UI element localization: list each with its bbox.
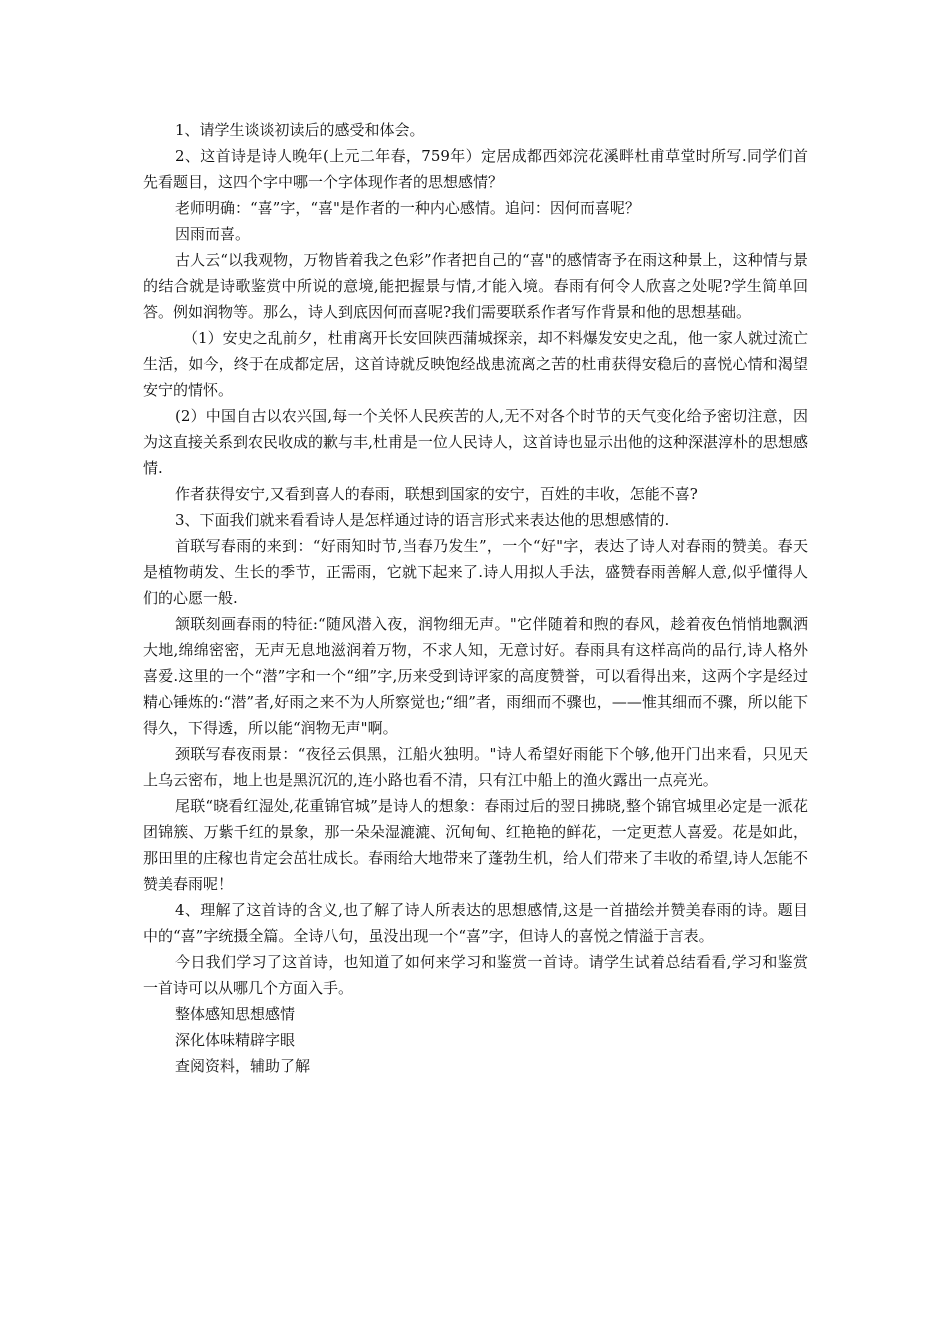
- paragraph-1: 1、请学生谈谈初读后的感受和体会。: [175, 121, 425, 139]
- paragraph-8: 作者获得安宁,又看到喜人的春雨，联想到国家的安宁，百姓的丰收，怎能不喜?: [175, 485, 698, 503]
- paragraph-12: 颈联写春夜雨景：“夜径云俱黑，江船火独明。"诗人希望好雨能下个够,他开门出来看，只见天上乌云密布，地上也是黑沉沉的,连小路也看不清，只有江中船上的渔火露出一点亮光。: [143, 745, 808, 789]
- summary-item-2: 深化体味精辟字眼: [175, 1031, 296, 1049]
- paragraph-5: 古人云“以我观物，万物皆着我之色彩”作者把自己的“喜"的感情寄予在雨这种景上，这种情与景的结合就是诗歌鉴赏中所说的意境,能把握景与情,才能入境。春雨有何令人欣喜之处呢?学生简单回答。例如润物等。那么，诗人到底因何而喜呢?我们需要联系作者写作背景和他的思想基础。: [143, 251, 808, 321]
- summary-item-3: 查阅资料，辅助了解: [175, 1057, 311, 1075]
- paragraph-7: (2）中国自古以农兴国,每一个关怀人民疾苦的人,无不对各个时节的天气变化给予密切注意，因为这直接关系到农民收成的歉与丰,杜甫是一位人民诗人，这首诗也显示出他的这种深湛淳朴的思想感情.: [143, 407, 808, 477]
- paragraph-10: 首联写春雨的来到：“好雨知时节,当春乃发生”，一个“好"字，表达了诗人对春雨的赞美。春天是植物萌发、生长的季节，正需雨，它就下起来了.诗人用拟人手法，盛赞春雨善解人意,似乎懂得人们的心愿一般.: [143, 537, 808, 607]
- paragraph-15: 今日我们学习了这首诗，也知道了如何来学习和鉴赏一首诗。请学生试着总结看看,学习和鉴赏一首诗可以从哪几个方面入手。: [143, 953, 808, 997]
- summary-item-1: 整体感知思想感情: [175, 1005, 296, 1023]
- paragraph-2: 2、这首诗是诗人晚年(上元二年春，759年）定居成都西郊浣花溪畔杜甫草堂时所写.同学们首先看题目，这四个字中哪一个字体现作者的思想感情？: [143, 147, 808, 191]
- paragraph-14: 4、理解了这首诗的含义,也了解了诗人所表达的思想感情,这是一首描绘并赞美春雨的诗。题目中的“喜”字统摄全篇。全诗八句，虽没出现一个“喜”字，但诗人的喜悦之情溢于言表。: [143, 901, 808, 945]
- paragraph-11: 颔联刻画春雨的特征:“随风潜入夜，润物细无声。"它伴随着和煦的春风，趁着夜色悄悄地飘洒大地,绵绵密密，无声无息地滋润着万物，不求人知，无意讨好。春雨具有这样高尚的品行,诗人格外喜爱.这里的一个“潜”字和一个“细”字,历来受到诗评家的高度赞誉，可以看得出来，这两个字是经过精心锤炼的:“潜”者,好雨之来不为人所察觉也;“细”者，雨细而不骤也，——惟其细而不骤，所以能下得久，下得透，所以能“润物无声"啊。: [143, 615, 808, 737]
- paragraph-6: （1）安史之乱前夕，杜甫离开长安回陕西蒲城探亲，却不料爆发安史之乱，他一家人就过流亡生活，如今，终于在成都定居，这首诗就反映饱经战患流离之苦的杜甫获得安稳后的喜悦心情和渴望安宁的情怀。: [143, 329, 808, 399]
- document-body: [143, 117, 808, 1079]
- paragraph-9: 3、下面我们就来看看诗人是怎样通过诗的语言形式来表达他的思想感情的.: [175, 511, 670, 529]
- paragraph-4: 因雨而喜。: [175, 225, 251, 243]
- paragraph-3: 老师明确：“喜”字，“喜"是作者的一种内心感情。追问：因何而喜呢？: [175, 199, 640, 217]
- paragraph-13: 尾联“晓看红湿处,花重锦官城”是诗人的想象：春雨过后的翌日拂晓,整个锦官城里必定是一派花团锦簇、万紫千红的景象，那一朵朵湿漉漉、沉甸甸、红艳艳的鲜花，一定更惹人喜爱。花是如此，那田里的庄稼也肯定会茁壮成长。春雨给大地带来了蓬勃生机，给人们带来了丰收的希望,诗人怎能不赞美春雨呢！: [143, 797, 808, 893]
